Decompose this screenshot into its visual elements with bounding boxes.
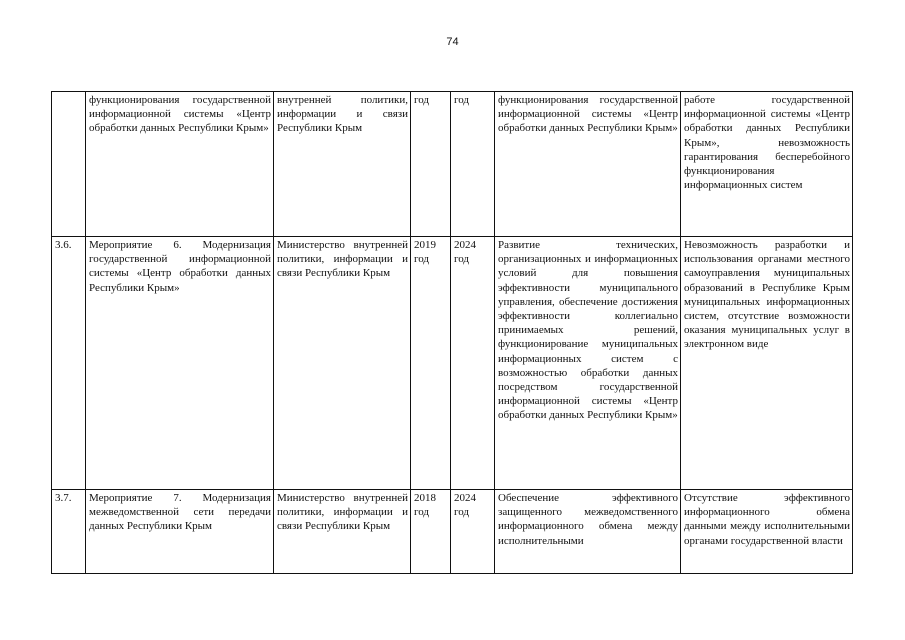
result-cell: функционирования государственной информационной системы «Центр обработки данных Республики Крым»: [495, 92, 681, 237]
end-year-cell: 2024 год: [451, 490, 495, 574]
start-year-cell: 2019 год: [411, 237, 451, 490]
result-cell: Развитие технических, организационных и информационных условий для повышения эффективности муниципального управления, обеспечение достижения эффективности коллегиально принимаемых решений, функционирование муниципальных информационных систем с возможностью обработки данных посредством государственной информационной системы «Центр обработки данных Республики Крым»: [495, 237, 681, 490]
consequence-cell: Отсутствие эффективного информационного обмена данными между исполнительными органами государственной власти: [681, 490, 853, 574]
row-number-cell: 3.6.: [52, 237, 86, 490]
event-cell: Мероприятие 7. Модернизация межведомственной сети передачи данных Республики Крым: [86, 490, 274, 574]
consequence-cell: работе государственной информационной системы «Центр обработки данных Республики Крым», невозможность гарантирования бесперебойного функционирования информационных систем: [681, 92, 853, 237]
row-number-cell: 3.7.: [52, 490, 86, 574]
event-cell: Мероприятие 6. Модернизация государственной информационной системы «Центр обработки данных Республики Крым»: [86, 237, 274, 490]
end-year-cell: 2024 год: [451, 237, 495, 490]
table-row: [52, 92, 853, 237]
consequence-cell: Невозможность разработки и использования органами местного самоуправления муниципальных образований в Республике Крым муниципальных информационных систем, отсутствие возможности оказания муниципальных услуг в электронном виде: [681, 237, 853, 490]
start-year-cell: год: [411, 92, 451, 237]
start-year-cell: 2018 год: [411, 490, 451, 574]
measures-table: [51, 91, 853, 574]
executor-cell: Министерство внутренней политики, информации и связи Республики Крым: [274, 237, 411, 490]
table-row: [52, 490, 853, 574]
executor-cell: Министерство внутренней политики, информации и связи Республики Крым: [274, 490, 411, 574]
end-year-cell: год: [451, 92, 495, 237]
result-cell: Обеспечение эффективного защищенного межведомственного информационного обмена между исполнительными: [495, 490, 681, 574]
table-row: [52, 237, 853, 490]
executor-cell: внутренней политики, информации и связи Республики Крым: [274, 92, 411, 237]
page-number: 74: [446, 36, 459, 48]
event-cell: функционирования государственной информационной системы «Центр обработки данных Республики Крым»: [86, 92, 274, 237]
row-number-cell: [52, 92, 86, 237]
